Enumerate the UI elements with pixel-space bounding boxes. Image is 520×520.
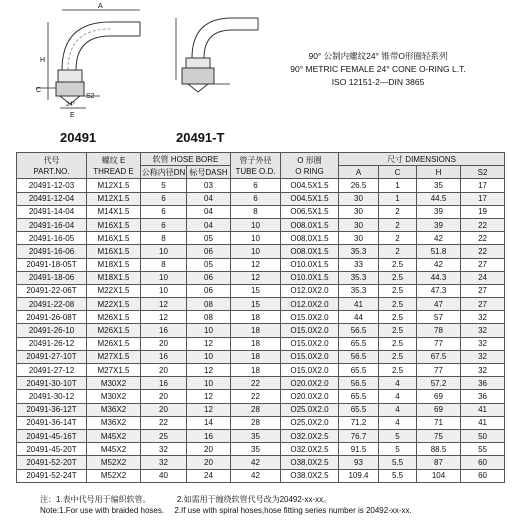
table-row	[17, 258, 505, 271]
cell-dim-a: 56.5	[339, 377, 379, 390]
cell-dn: 16	[141, 324, 187, 337]
cell-dim-a: 65.5	[339, 364, 379, 377]
cell-dim-a: 65.5	[339, 337, 379, 350]
cell-dim-h: 57	[417, 311, 461, 324]
cell-dim-c: 2	[379, 218, 417, 231]
cell-dim-s2: 32	[461, 364, 505, 377]
cell-dim-c: 1	[379, 179, 417, 192]
cell-o-ring: O08.0X1.5	[281, 245, 339, 258]
cell-dn: 16	[141, 350, 187, 363]
cell-dim-s2: 24	[461, 271, 505, 284]
cell-dim-s2: 32	[461, 337, 505, 350]
header-h: H	[417, 166, 461, 179]
cell-o-ring: O15.0X2.0	[281, 350, 339, 363]
cell-part-no: 20491-12-03	[17, 179, 87, 192]
dim-h-label: H	[40, 57, 46, 64]
cell-dim-c: 2.5	[379, 350, 417, 363]
cell-thread: M27X1.5	[87, 350, 141, 363]
cell-thread: M16X1.5	[87, 218, 141, 231]
cell-thread: M12X1.5	[87, 179, 141, 192]
cell-dn: 5	[141, 179, 187, 192]
figure-label-20491: 20491	[60, 130, 97, 145]
cell-thread: M52X2	[87, 456, 141, 469]
table-row	[17, 311, 505, 324]
cell-dim-c: 4	[379, 377, 417, 390]
cell-tube-od: 6	[231, 179, 281, 192]
table-row	[17, 205, 505, 218]
cell-thread: M36X2	[87, 416, 141, 429]
cell-tube-od: 22	[231, 377, 281, 390]
cell-dim-a: 35.3	[339, 271, 379, 284]
cell-part-no: 20491-12-04	[17, 192, 87, 205]
cell-part-no: 20491-22-08	[17, 298, 87, 311]
cell-dn: 10	[141, 284, 187, 297]
cell-dn: 6	[141, 205, 187, 218]
title-standard: ISO 12151-2—DIN 3865	[331, 77, 425, 87]
cell-dim-s2: 19	[461, 205, 505, 218]
cell-dn: 8	[141, 258, 187, 271]
cell-tube-od: 18	[231, 350, 281, 363]
cell-dash: 04	[187, 192, 231, 205]
cell-part-no: 20491-30-12	[17, 390, 87, 403]
header-c: C	[379, 166, 417, 179]
cell-dash: 04	[187, 218, 231, 231]
cell-dn: 6	[141, 218, 187, 231]
header-thread: 螺纹 E THREAD E	[87, 153, 141, 179]
cell-dim-h: 39	[417, 218, 461, 231]
product-title	[258, 50, 498, 89]
cell-dn: 12	[141, 311, 187, 324]
cell-dim-h: 78	[417, 324, 461, 337]
cell-dim-c: 2	[379, 245, 417, 258]
cell-dim-c: 2.5	[379, 364, 417, 377]
table-row	[17, 298, 505, 311]
cell-o-ring: O15.0X2.0	[281, 337, 339, 350]
cell-dash: 05	[187, 232, 231, 245]
cell-part-no: 20491-45-16T	[17, 429, 87, 442]
cell-dim-s2: 22	[461, 245, 505, 258]
cell-thread: M18X1.5	[87, 271, 141, 284]
cell-part-no: 20491-16-06	[17, 245, 87, 258]
figure-label-20491-t: 20491-T	[176, 130, 225, 145]
table-row	[17, 324, 505, 337]
cell-dn: 40	[141, 469, 187, 482]
cell-tube-od: 42	[231, 456, 281, 469]
note-cn-1: 注：1.表中代号用于编织软管。	[40, 495, 151, 504]
cell-dash: 04	[187, 205, 231, 218]
cell-tube-od: 6	[231, 192, 281, 205]
cell-dim-a: 65.5	[339, 403, 379, 416]
cell-dash: 20	[187, 443, 231, 456]
cell-dim-h: 75	[417, 429, 461, 442]
table-row	[17, 429, 505, 442]
cell-tube-od: 8	[231, 205, 281, 218]
cell-dim-c: 2.5	[379, 324, 417, 337]
note-cn-2: 2.如需用于缠绕软管代号改为20492-xx-xx。	[176, 495, 332, 504]
cell-thread: M30X2	[87, 377, 141, 390]
cell-dash: 10	[187, 324, 231, 337]
cell-dash: 10	[187, 350, 231, 363]
cell-dim-c: 2	[379, 205, 417, 218]
cell-part-no: 20491-26-08T	[17, 311, 87, 324]
cell-dim-s2: 32	[461, 350, 505, 363]
header-hose-bore: 软管 HOSE BORE	[141, 153, 231, 166]
cell-dim-h: 88.5	[417, 443, 461, 456]
cell-thread: M16X1.5	[87, 245, 141, 258]
cell-tube-od: 18	[231, 324, 281, 337]
cell-dn: 10	[141, 245, 187, 258]
cell-dim-h: 77	[417, 364, 461, 377]
cell-tube-od: 10	[231, 245, 281, 258]
cell-thread: M45X2	[87, 443, 141, 456]
cell-dim-a: 76.7	[339, 429, 379, 442]
cell-o-ring: O32.0X2.5	[281, 429, 339, 442]
cell-thread: M26X1.5	[87, 337, 141, 350]
cell-o-ring: O25.0X2.0	[281, 416, 339, 429]
cell-o-ring: O32.0X2.5	[281, 443, 339, 456]
cell-part-no: 20491-18-05T	[17, 258, 87, 271]
cell-dim-a: 30	[339, 205, 379, 218]
cell-dash: 06	[187, 284, 231, 297]
cell-dim-a: 30	[339, 218, 379, 231]
cell-thread: M45X2	[87, 429, 141, 442]
cell-dim-s2: 17	[461, 179, 505, 192]
cell-dim-c: 5.5	[379, 469, 417, 482]
cell-dim-h: 51.8	[417, 245, 461, 258]
cell-dash: 12	[187, 337, 231, 350]
cell-dim-h: 42	[417, 258, 461, 271]
cell-thread: M12X1.5	[87, 192, 141, 205]
cell-tube-od: 15	[231, 298, 281, 311]
note-en-1: Note:1.For use with braided hoses.	[40, 506, 165, 515]
cell-dim-h: 42	[417, 232, 461, 245]
cell-dim-a: 71.2	[339, 416, 379, 429]
cell-dim-c: 2.5	[379, 271, 417, 284]
note-en-2: 2.If use with spiral hoses,hose fitting series number is 20492-xx-xx.	[174, 506, 412, 515]
cell-o-ring: O15.0X2.0	[281, 311, 339, 324]
cell-part-no: 20491-26-12	[17, 337, 87, 350]
cell-dim-h: 77	[417, 337, 461, 350]
cell-dim-c: 2.5	[379, 258, 417, 271]
table-row	[17, 337, 505, 350]
cell-dim-a: 109.4	[339, 469, 379, 482]
header-dash: 标号DASH	[187, 166, 231, 179]
cell-dn: 32	[141, 456, 187, 469]
cell-dim-s2: 36	[461, 377, 505, 390]
title-english: 90° METRIC FEMALE 24° CONE O-RING L.T.	[290, 64, 466, 74]
table-row	[17, 218, 505, 231]
note-english	[40, 506, 412, 515]
cell-dash: 20	[187, 456, 231, 469]
cell-tube-od: 18	[231, 364, 281, 377]
cell-dim-h: 87	[417, 456, 461, 469]
cell-dim-a: 30	[339, 192, 379, 205]
cell-tube-od: 35	[231, 443, 281, 456]
spec-table	[16, 152, 505, 483]
cell-dn: 20	[141, 337, 187, 350]
dim-angle-label: 24°	[66, 102, 76, 108]
title-chinese: 90° 公制内螺纹24° 锥带O形圈轻系列	[308, 51, 448, 61]
cell-tube-od: 42	[231, 469, 281, 482]
cell-part-no: 20491-26-10	[17, 324, 87, 337]
cell-dim-a: 44	[339, 311, 379, 324]
cell-thread: M14X1.5	[87, 205, 141, 218]
table-row	[17, 350, 505, 363]
cell-tube-od: 10	[231, 218, 281, 231]
cell-dim-c: 2	[379, 232, 417, 245]
header-part-no: 代号 PART.NO.	[17, 153, 87, 179]
cell-dim-s2: 50	[461, 429, 505, 442]
cell-dim-s2: 36	[461, 390, 505, 403]
cell-part-no: 20491-27-12	[17, 364, 87, 377]
cell-dim-s2: 32	[461, 324, 505, 337]
cell-dim-s2: 32	[461, 311, 505, 324]
cell-dim-c: 5	[379, 443, 417, 456]
cell-dash: 12	[187, 364, 231, 377]
cell-dash: 03	[187, 179, 231, 192]
cell-dim-a: 41	[339, 298, 379, 311]
cell-part-no: 20491-30-10T	[17, 377, 87, 390]
table-row	[17, 364, 505, 377]
cell-dn: 32	[141, 443, 187, 456]
cell-dn: 20	[141, 390, 187, 403]
cell-part-no: 20491-22-06T	[17, 284, 87, 297]
cell-dim-a: 56.5	[339, 324, 379, 337]
cell-o-ring: O25.0X2.0	[281, 403, 339, 416]
table-row	[17, 232, 505, 245]
cell-tube-od: 12	[231, 258, 281, 271]
cell-dim-s2: 41	[461, 403, 505, 416]
cell-part-no: 20491-36-14T	[17, 416, 87, 429]
cell-dn: 22	[141, 416, 187, 429]
cell-thread: M22X1.5	[87, 298, 141, 311]
cell-dn: 20	[141, 403, 187, 416]
cell-o-ring: O38.0X2.5	[281, 456, 339, 469]
cell-dn: 6	[141, 192, 187, 205]
cell-dn: 10	[141, 271, 187, 284]
cell-o-ring: O20.0X2.0	[281, 390, 339, 403]
cell-tube-od: 18	[231, 337, 281, 350]
cell-part-no: 20491-16-05	[17, 232, 87, 245]
cell-o-ring: O08.0X1.5	[281, 232, 339, 245]
cell-dim-h: 39	[417, 205, 461, 218]
dim-e-label: E	[70, 112, 75, 119]
cell-thread: M16X1.5	[87, 232, 141, 245]
cell-dim-h: 47	[417, 298, 461, 311]
cell-dim-s2: 60	[461, 469, 505, 482]
cell-part-no: 20491-45-20T	[17, 443, 87, 456]
cell-dim-s2: 27	[461, 298, 505, 311]
cell-dash: 16	[187, 429, 231, 442]
cell-dim-s2: 22	[461, 218, 505, 231]
cell-dim-s2: 27	[461, 258, 505, 271]
cell-dash: 12	[187, 390, 231, 403]
cell-dash: 08	[187, 311, 231, 324]
cell-dash: 14	[187, 416, 231, 429]
cell-dim-s2: 27	[461, 284, 505, 297]
cell-dim-h: 35	[417, 179, 461, 192]
cell-dim-s2: 22	[461, 232, 505, 245]
table-row	[17, 456, 505, 469]
cell-o-ring: O15.0X2.0	[281, 324, 339, 337]
cell-dim-h: 104	[417, 469, 461, 482]
elbow-drawing-20491-t	[176, 18, 258, 92]
cell-o-ring: O04.5X1.5	[281, 192, 339, 205]
cell-tube-od: 12	[231, 271, 281, 284]
cell-tube-od: 35	[231, 429, 281, 442]
cell-dim-c: 1	[379, 192, 417, 205]
cell-dim-h: 67.5	[417, 350, 461, 363]
cell-o-ring: O12.0X2.0	[281, 298, 339, 311]
header-a: A	[339, 166, 379, 179]
table-row	[17, 192, 505, 205]
cell-dash: 24	[187, 469, 231, 482]
table-row	[17, 377, 505, 390]
cell-part-no: 20491-16-04	[17, 218, 87, 231]
cell-tube-od: 28	[231, 403, 281, 416]
dim-c-label: C	[36, 87, 42, 94]
cell-thread: M52X2	[87, 469, 141, 482]
cell-tube-od: 22	[231, 390, 281, 403]
table-row	[17, 179, 505, 192]
cell-o-ring: O20.0X2.0	[281, 377, 339, 390]
cell-thread: M22X1.5	[87, 284, 141, 297]
cell-dim-a: 93	[339, 456, 379, 469]
cell-o-ring: O12.0X2.0	[281, 284, 339, 297]
cell-dim-h: 44.3	[417, 271, 461, 284]
table-row	[17, 469, 505, 482]
table-row	[17, 416, 505, 429]
table-row	[17, 390, 505, 403]
cell-thread: M36X2	[87, 403, 141, 416]
cell-dim-c: 4	[379, 416, 417, 429]
cell-dash: 12	[187, 403, 231, 416]
cell-o-ring: O06.5X1.5	[281, 205, 339, 218]
cell-dim-s2: 41	[461, 416, 505, 429]
cell-dim-h: 71	[417, 416, 461, 429]
table-row	[17, 284, 505, 297]
header-dn: 公称内径DN	[141, 166, 187, 179]
cell-dim-c: 2.5	[379, 284, 417, 297]
cell-dim-c: 4	[379, 403, 417, 416]
cell-dim-a: 33	[339, 258, 379, 271]
cell-part-no: 20491-27-10T	[17, 350, 87, 363]
cell-dim-h: 69	[417, 390, 461, 403]
cell-o-ring: O10.0X1.5	[281, 258, 339, 271]
cell-o-ring: O10.0X1.5	[281, 271, 339, 284]
cell-dim-c: 2.5	[379, 298, 417, 311]
table-row	[17, 271, 505, 284]
header-dimensions: 尺寸 DIMENSIONS	[339, 153, 505, 166]
cell-dim-a: 30	[339, 232, 379, 245]
table-header	[17, 153, 505, 179]
cell-tube-od: 28	[231, 416, 281, 429]
cell-part-no: 20491-36-12T	[17, 403, 87, 416]
cell-dn: 8	[141, 232, 187, 245]
cell-tube-od: 18	[231, 311, 281, 324]
cell-dn: 25	[141, 429, 187, 442]
cell-dash: 10	[187, 377, 231, 390]
dim-a-label: A	[98, 3, 103, 10]
cell-tube-od: 10	[231, 232, 281, 245]
cell-dn: 20	[141, 364, 187, 377]
cell-dash: 06	[187, 271, 231, 284]
header-tube-od: 管子外径 TUBE O.D.	[231, 153, 281, 179]
cell-part-no: 20491-18-06	[17, 271, 87, 284]
cell-dim-h: 69	[417, 403, 461, 416]
cell-dash: 06	[187, 245, 231, 258]
cell-o-ring: O15.0X2.0	[281, 364, 339, 377]
cell-thread: M26X1.5	[87, 324, 141, 337]
cell-dim-s2: 60	[461, 456, 505, 469]
cell-dim-c: 2.5	[379, 311, 417, 324]
cell-thread: M30X2	[87, 390, 141, 403]
cell-dim-a: 56.5	[339, 350, 379, 363]
cell-thread: M18X1.5	[87, 258, 141, 271]
header-s2: S2	[461, 166, 505, 179]
table-body	[17, 179, 505, 482]
cell-o-ring: O08.0X1.5	[281, 218, 339, 231]
cell-dim-h: 47.3	[417, 284, 461, 297]
cell-part-no: 20491-52-24T	[17, 469, 87, 482]
cell-dn: 16	[141, 377, 187, 390]
dim-s2-label: S2	[86, 93, 95, 100]
cell-dim-c: 5.5	[379, 456, 417, 469]
cell-dim-c: 2.5	[379, 337, 417, 350]
table-row	[17, 443, 505, 456]
cell-dim-c: 5	[379, 429, 417, 442]
cell-thread: M26X1.5	[87, 311, 141, 324]
cell-dim-h: 44.5	[417, 192, 461, 205]
cell-o-ring: O04.5X1.5	[281, 179, 339, 192]
cell-dim-a: 65.5	[339, 390, 379, 403]
cell-dim-a: 26.5	[339, 179, 379, 192]
table-row	[17, 245, 505, 258]
cell-dash: 05	[187, 258, 231, 271]
cell-part-no: 20491-52-20T	[17, 456, 87, 469]
cell-dn: 12	[141, 298, 187, 311]
cell-dim-c: 4	[379, 390, 417, 403]
cell-part-no: 20491-14-04	[17, 205, 87, 218]
cell-dash: 08	[187, 298, 231, 311]
cell-dim-a: 91.5	[339, 443, 379, 456]
cell-dim-h: 57.2	[417, 377, 461, 390]
cell-dim-a: 35.3	[339, 245, 379, 258]
cell-dim-s2: 17	[461, 192, 505, 205]
cell-dim-s2: 55	[461, 443, 505, 456]
table-row	[17, 403, 505, 416]
cell-tube-od: 15	[231, 284, 281, 297]
note-chinese	[40, 494, 331, 505]
cell-dim-a: 35.3	[339, 284, 379, 297]
cell-thread: M27X1.5	[87, 364, 141, 377]
header-o-ring: O 形圈 O RING	[281, 153, 339, 179]
cell-o-ring: O38.0X2.5	[281, 469, 339, 482]
